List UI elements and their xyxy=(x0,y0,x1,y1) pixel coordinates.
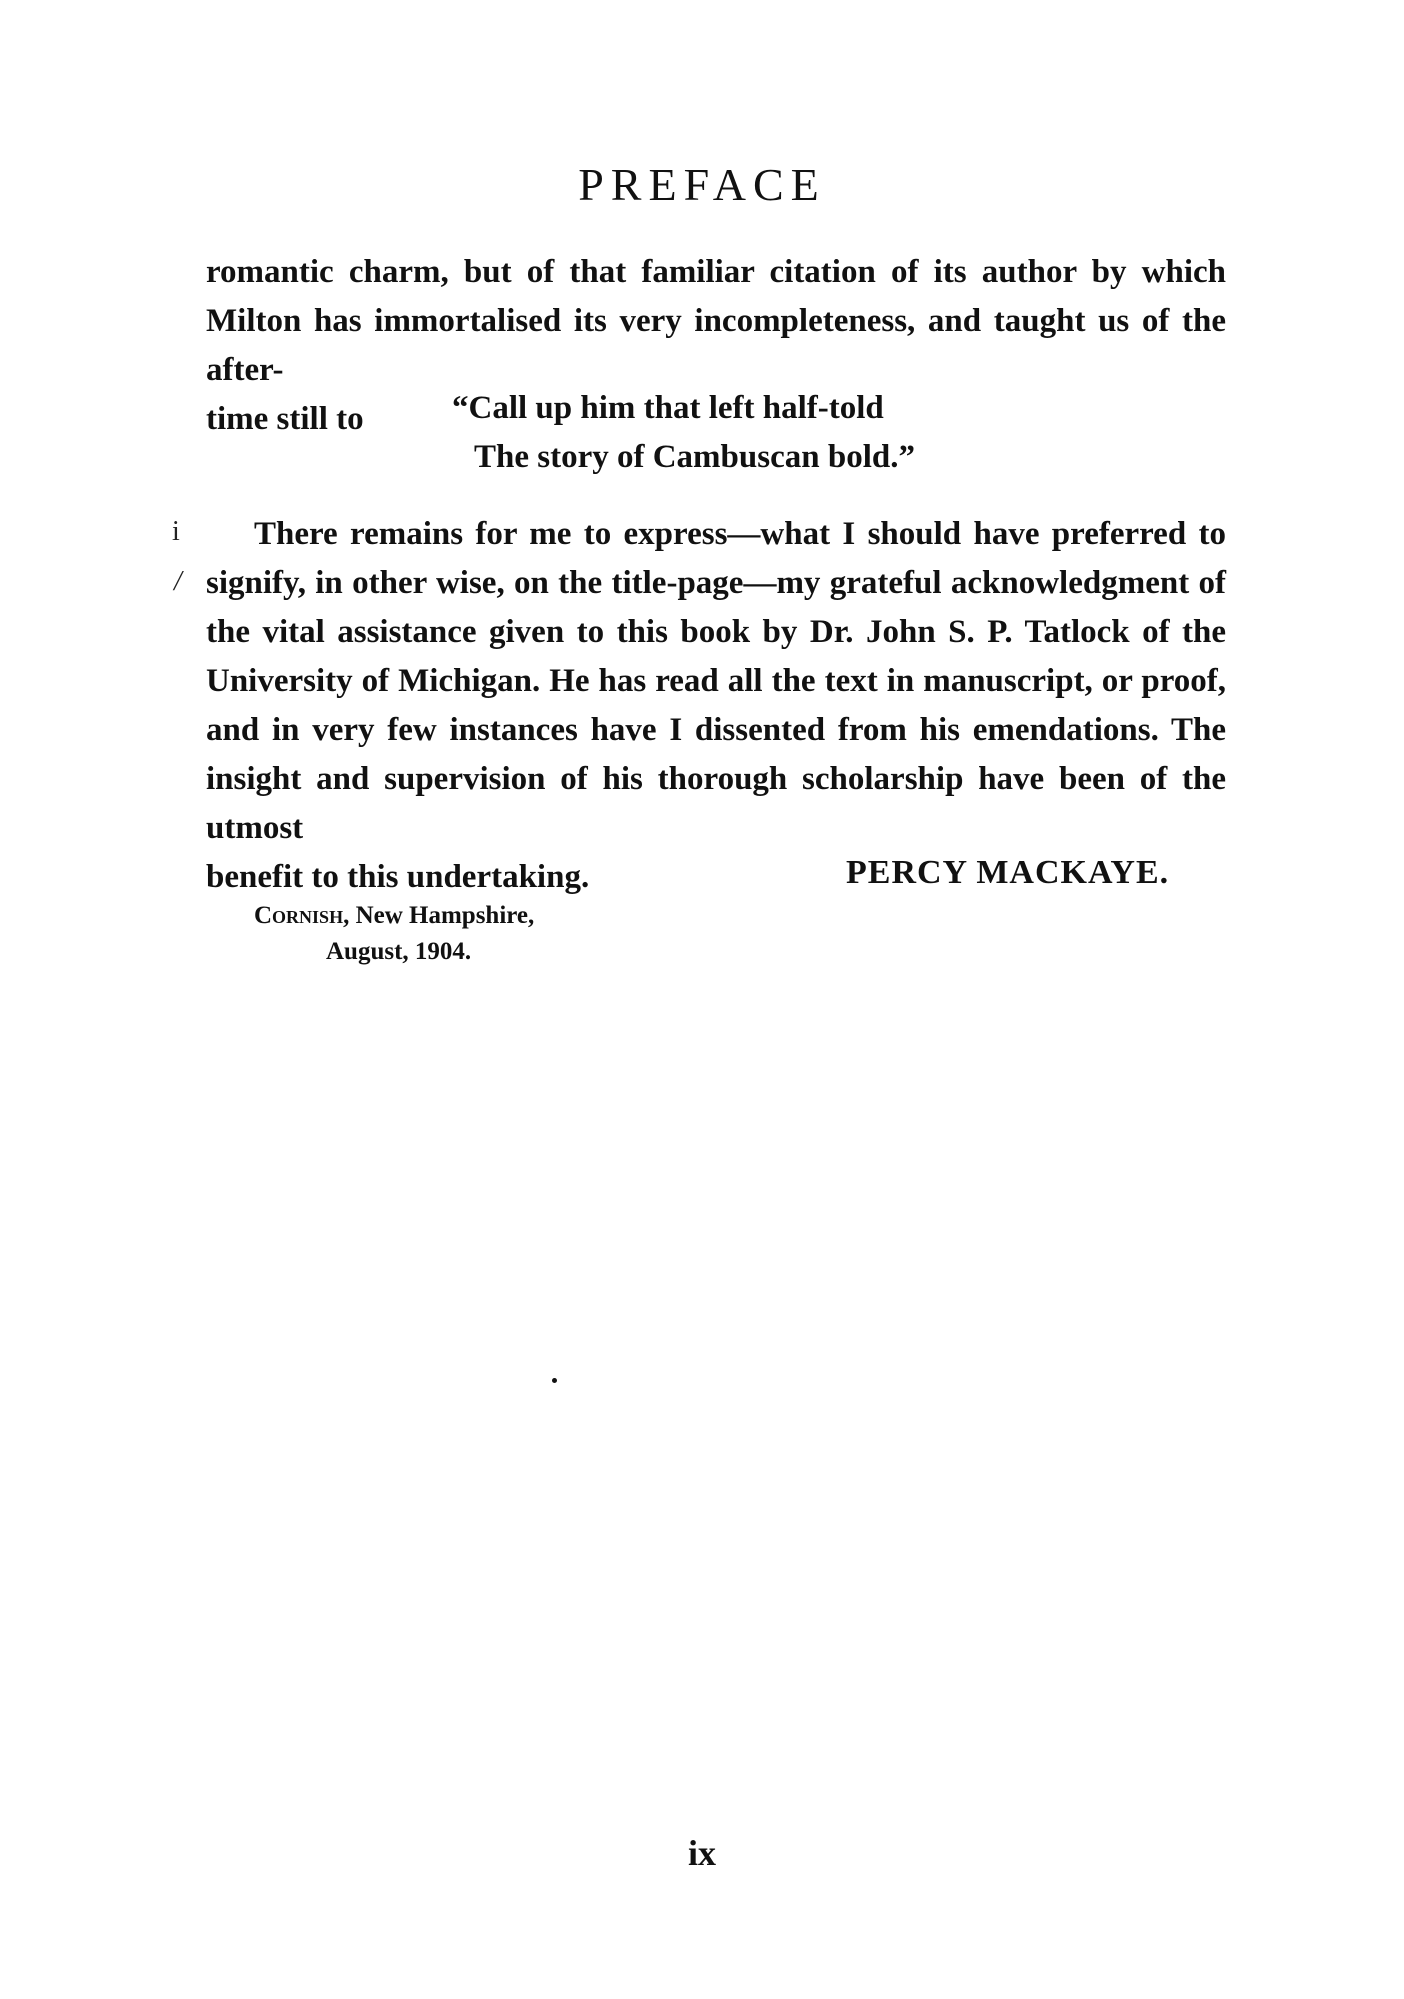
running-head: PREFACE xyxy=(578,159,826,210)
verse-line: The story of Cambuscan bold.” xyxy=(474,439,915,475)
place-and-date xyxy=(254,898,534,970)
paragraph-line: signify, in other wise, on the title-page—my grateful acknowledgment of xyxy=(206,565,1226,601)
margin-mark: / xyxy=(174,566,182,597)
page-number: ix xyxy=(687,1833,716,1873)
paragraph-line: insight and supervision of his thorough scholarship have been of the utmost xyxy=(206,761,1226,846)
place-state: , New Hampshire, xyxy=(343,902,535,929)
place-line xyxy=(254,898,534,934)
paragraph-line: benefit to this undertaking. xyxy=(206,859,590,895)
margin-mark: i xyxy=(172,516,180,547)
verse-line: “Call up him that left half-told xyxy=(452,390,884,426)
paragraph-line: University of Michigan. He has read all the text in manuscript, or proof, xyxy=(206,663,1226,699)
paragraph-line: and in very few instances have I dissented from his emendations. The xyxy=(206,712,1226,748)
paragraph-line: Milton has immortalised its very incompleteness, and taught us of the after- xyxy=(206,303,1226,388)
date-line: August, 1904. xyxy=(326,938,472,965)
paragraph-acknowledgment xyxy=(206,510,1226,902)
paragraph-line: the vital assistance given to this book by Dr. John S. P. Tatlock of the xyxy=(206,614,1226,650)
author-signature: PERCY MACKAYE. xyxy=(846,854,1170,891)
place-town: Cornish xyxy=(254,902,344,929)
paragraph-line: There remains for me to express—what I should have preferred to xyxy=(254,516,1226,552)
stray-ink-dot xyxy=(552,1378,557,1383)
verse-quotation xyxy=(452,384,915,482)
paragraph-line: romantic charm, but of that familiar citation of its author by which xyxy=(206,254,1226,290)
paragraph-line: time still to xyxy=(206,401,364,437)
